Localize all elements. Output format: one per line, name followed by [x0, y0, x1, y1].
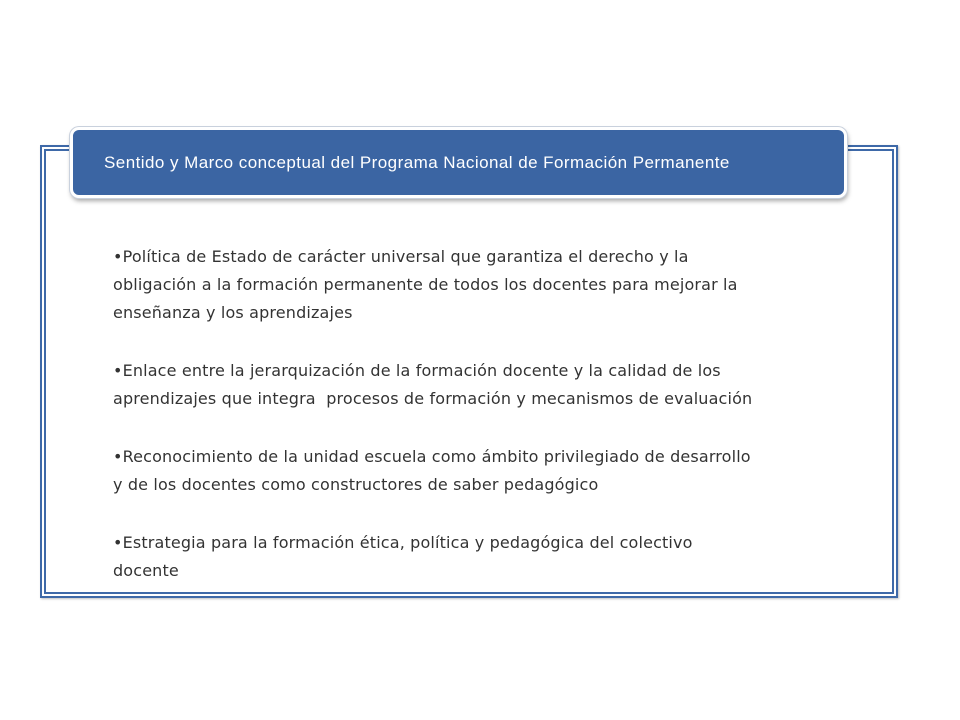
bullet-item-4 [113, 529, 883, 585]
bullet-line: obligación a la formación permanente de todos los docentes para mejorar la [113, 275, 738, 294]
bullet-line: y de los docentes como constructores de saber pedagógico [113, 475, 599, 494]
bullet-line: •Política de Estado de carácter universal que garantiza el derecho y la [113, 247, 689, 266]
bullet-line: •Estrategia para la formación ética, política y pedagógica del colectivo [113, 533, 693, 552]
slide-title: Sentido y Marco conceptual del Programa Nacional de Formación Permanente [104, 152, 730, 172]
bullet-line: •Enlace entre la jerarquización de la formación docente y la calidad de los [113, 361, 721, 380]
bullet-item-1 [113, 243, 883, 327]
bullet-item-3 [113, 443, 883, 499]
bullet-line: docente [113, 561, 179, 580]
title-banner [70, 127, 847, 198]
bullet-list [113, 243, 883, 585]
bullet-item-2 [113, 357, 883, 413]
bullet-line: aprendizajes que integra procesos de formación y mecanismos de evaluación [113, 389, 753, 408]
bullet-line: enseñanza y los aprendizajes [113, 303, 353, 322]
bullet-line: •Reconocimiento de la unidad escuela como ámbito privilegiado de desarrollo [113, 447, 751, 466]
